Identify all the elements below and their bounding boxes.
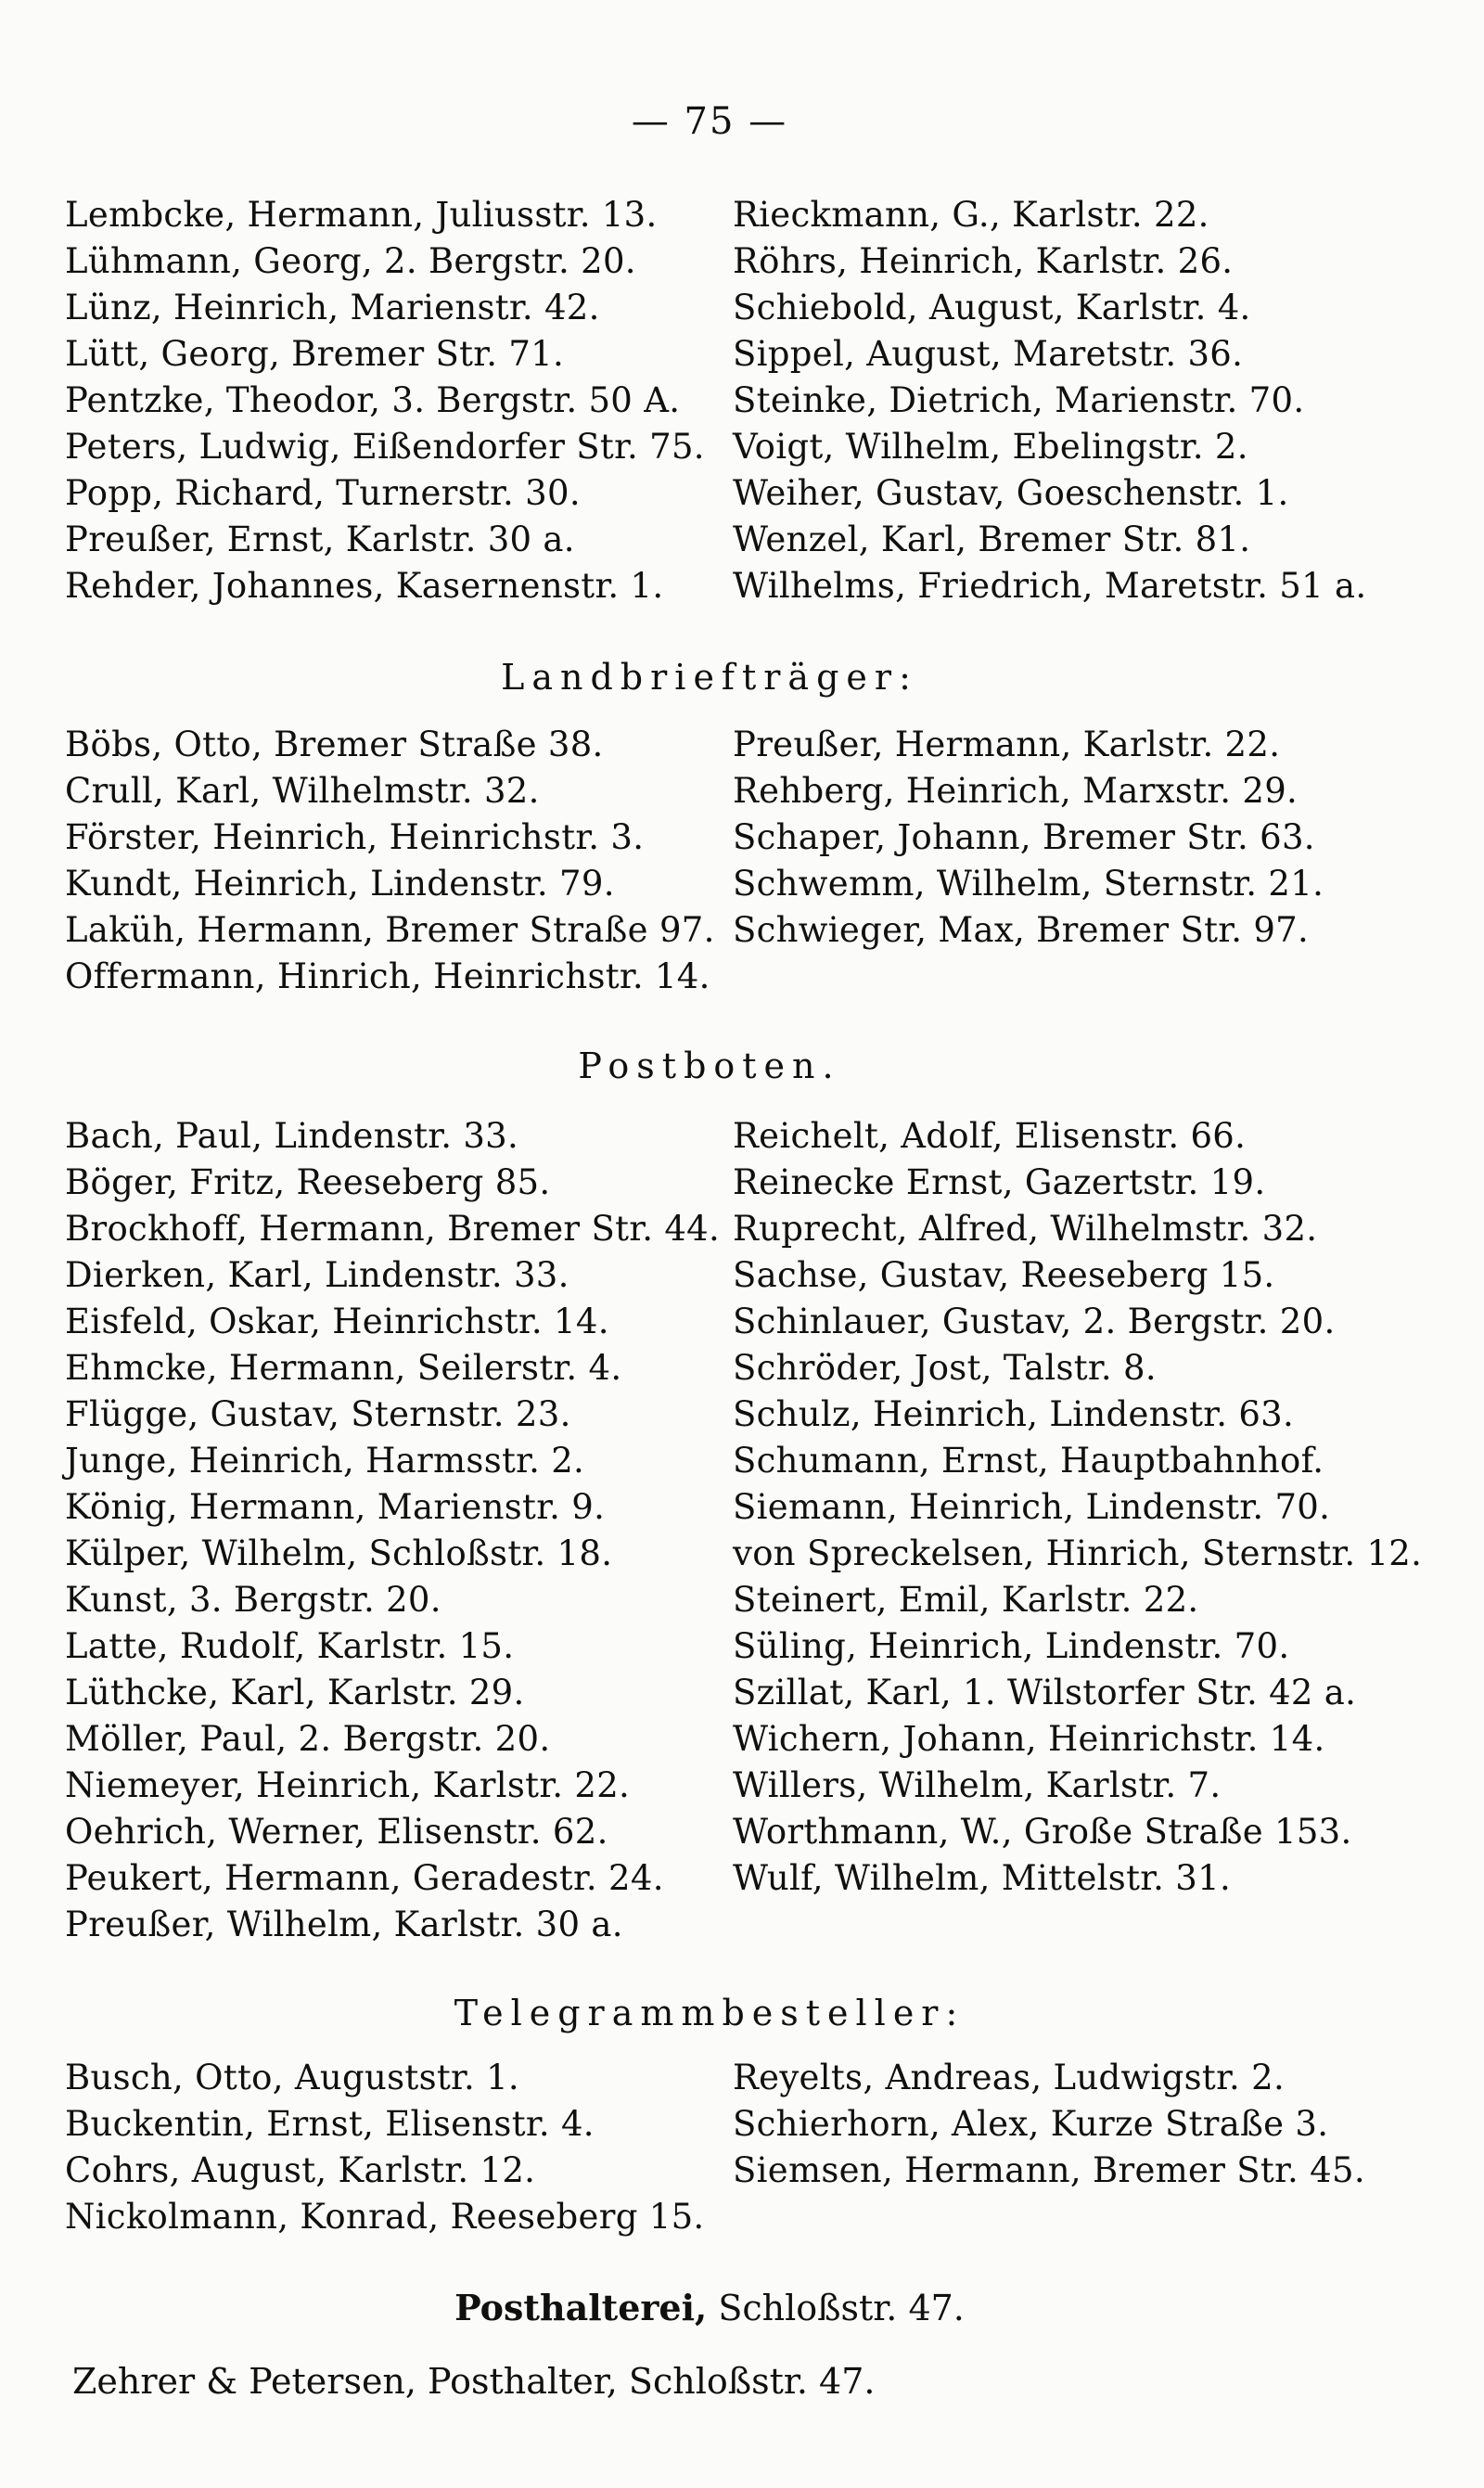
list-item: Schaper, Johann, Bremer Str. 63. bbox=[733, 817, 1315, 857]
list-item: Ruprecht, Alfred, Wilhelmstr. 32. bbox=[733, 1209, 1318, 1249]
list-item: Schulz, Heinrich, Lindenstr. 63. bbox=[733, 1394, 1295, 1434]
list-item: Dierken, Karl, Lindenstr. 33. bbox=[65, 1255, 569, 1295]
list-item: König, Hermann, Marienstr. 9. bbox=[65, 1487, 606, 1527]
list-item: Reichelt, Adolf, Elisenstr. 66. bbox=[733, 1116, 1247, 1156]
list-item: Brockhoff, Hermann, Bremer Str. 44. bbox=[65, 1209, 721, 1249]
list-item: Cohrs, August, Karlstr. 12. bbox=[65, 2150, 536, 2190]
list-item: Schierhorn, Alex, Kurze Straße 3. bbox=[733, 2104, 1329, 2144]
list-item: Möller, Paul, 2. Bergstr. 20. bbox=[65, 1719, 551, 1759]
list-item: Wilhelms, Friedrich, Maretstr. 51 a. bbox=[733, 566, 1367, 606]
list-item: Schiebold, August, Karlstr. 4. bbox=[733, 288, 1251, 327]
section-carriers bbox=[65, 192, 1382, 609]
list-item: Peters, Ludwig, Eißendorfer Str. 75. bbox=[65, 427, 705, 467]
section-heading-landbrieftraeger: Landbriefträger: bbox=[501, 657, 918, 698]
left-column bbox=[65, 192, 714, 609]
list-item: Kundt, Heinrich, Lindenstr. 79. bbox=[65, 864, 615, 904]
list-item: Lütt, Georg, Bremer Str. 71. bbox=[65, 334, 565, 374]
list-item: Röhrs, Heinrich, Karlstr. 26. bbox=[733, 241, 1234, 281]
list-item: Siemsen, Hermann, Bremer Str. 45. bbox=[733, 2150, 1365, 2190]
list-item: Lüthcke, Karl, Karlstr. 29. bbox=[65, 1673, 525, 1712]
list-item: Wichern, Johann, Heinrichstr. 14. bbox=[733, 1719, 1325, 1759]
list-item: Steinert, Emil, Karlstr. 22. bbox=[733, 1580, 1199, 1620]
list-item: Worthmann, W., Große Straße 153. bbox=[733, 1812, 1352, 1852]
list-item: Preußer, Hermann, Karlstr. 22. bbox=[733, 725, 1281, 764]
list-item: Weiher, Gustav, Goeschenstr. 1. bbox=[733, 473, 1289, 513]
list-item: Steinke, Dietrich, Marienstr. 70. bbox=[733, 380, 1305, 420]
list-item: Latte, Rudolf, Karlstr. 15. bbox=[65, 1626, 515, 1666]
list-item: Lünz, Heinrich, Marienstr. 42. bbox=[65, 288, 600, 327]
list-item: Popp, Richard, Turnerstr. 30. bbox=[65, 473, 581, 513]
list-item: Sippel, August, Maretstr. 36. bbox=[733, 334, 1244, 374]
left-column bbox=[65, 1113, 721, 1948]
list-item: Rehder, Johannes, Kasernenstr. 1. bbox=[65, 566, 664, 606]
list-item: Willers, Wilhelm, Karlstr. 7. bbox=[733, 1765, 1222, 1805]
right-column bbox=[733, 1113, 1423, 1948]
post-office-address: Schloßstr. 47. bbox=[718, 2288, 965, 2328]
list-item: Böger, Fritz, Reeseberg 85. bbox=[65, 1162, 551, 1202]
list-item: Szillat, Karl, 1. Wilstorfer Str. 42 a. bbox=[733, 1673, 1357, 1712]
list-item: Voigt, Wilhelm, Ebelingstr. 2. bbox=[733, 427, 1248, 467]
list-item: Pentzke, Theodor, 3. Bergstr. 50 A. bbox=[65, 380, 681, 420]
list-item: Offermann, Hinrich, Heinrichstr. 14. bbox=[65, 956, 710, 996]
right-column bbox=[733, 2055, 1382, 2240]
list-item: Preußer, Ernst, Karlstr. 30 a. bbox=[65, 519, 575, 559]
list-item: Wenzel, Karl, Bremer Str. 81. bbox=[733, 519, 1251, 559]
list-item: Rieckmann, G., Karlstr. 22. bbox=[733, 195, 1209, 235]
list-item: Bach, Paul, Lindenstr. 33. bbox=[65, 1116, 519, 1156]
section-telegrammbesteller bbox=[65, 2055, 1382, 2240]
list-item: Schinlauer, Gustav, 2. Bergstr. 20. bbox=[733, 1302, 1336, 1341]
section-landbrieftraeger bbox=[65, 722, 1382, 1000]
page-number: — 75 — bbox=[631, 100, 788, 143]
list-item: Busch, Otto, Auguststr. 1. bbox=[65, 2058, 519, 2097]
list-item: Reinecke Ernst, Gazertstr. 19. bbox=[733, 1162, 1266, 1202]
list-item: Kunst, 3. Bergstr. 20. bbox=[65, 1580, 441, 1620]
list-item: Oehrich, Werner, Elisenstr. 62. bbox=[65, 1812, 608, 1852]
left-column bbox=[65, 2055, 714, 2240]
list-item: Böbs, Otto, Bremer Straße 38. bbox=[65, 725, 604, 764]
list-item: Laküh, Hermann, Bremer Straße 97. bbox=[65, 910, 715, 950]
list-item: von Spreckelsen, Hinrich, Sternstr. 12. bbox=[733, 1533, 1423, 1573]
post-office-line bbox=[0, 2287, 1419, 2328]
section-postboten bbox=[65, 1113, 1423, 1948]
list-item: Schwieger, Max, Bremer Str. 97. bbox=[733, 910, 1310, 950]
list-item: Schumann, Ernst, Hauptbahnhof. bbox=[733, 1441, 1324, 1481]
list-item: Lembcke, Hermann, Juliusstr. 13. bbox=[65, 195, 658, 235]
list-item: Förster, Heinrich, Heinrichstr. 3. bbox=[65, 817, 645, 857]
list-item: Schröder, Jost, Talstr. 8. bbox=[733, 1348, 1157, 1388]
list-item: Reyelts, Andreas, Ludwigstr. 2. bbox=[733, 2058, 1286, 2097]
list-item: Junge, Heinrich, Harmsstr. 2. bbox=[65, 1441, 585, 1481]
list-item: Nickolmann, Konrad, Reeseberg 15. bbox=[65, 2197, 705, 2237]
list-item: Wulf, Wilhelm, Mittelstr. 31. bbox=[733, 1858, 1232, 1898]
list-item: Sachse, Gustav, Reeseberg 15. bbox=[733, 1255, 1275, 1295]
list-item: Ehmcke, Hermann, Seilerstr. 4. bbox=[65, 1348, 622, 1388]
list-item: Külper, Wilhelm, Schloßstr. 18. bbox=[65, 1533, 613, 1573]
right-column bbox=[733, 192, 1382, 609]
list-item: Schwemm, Wilhelm, Sternstr. 21. bbox=[733, 864, 1324, 904]
left-column bbox=[65, 722, 714, 1000]
list-item: Siemann, Heinrich, Lindenstr. 70. bbox=[733, 1487, 1331, 1527]
list-item: Flügge, Gustav, Sternstr. 23. bbox=[65, 1394, 571, 1434]
post-office-name: Posthalterei, bbox=[454, 2287, 708, 2328]
section-heading-postboten: Postboten. bbox=[578, 1045, 841, 1086]
right-column bbox=[733, 722, 1382, 1000]
section-heading-telegrammbesteller: Telegrammbesteller: bbox=[454, 1993, 966, 2033]
post-master-line: Zehrer & Petersen, Posthalter, Schloßstr. 47. bbox=[72, 2361, 876, 2402]
list-item: Lühmann, Georg, 2. Bergstr. 20. bbox=[65, 241, 636, 281]
list-item: Niemeyer, Heinrich, Karlstr. 22. bbox=[65, 1765, 631, 1805]
list-item: Peukert, Hermann, Geradestr. 24. bbox=[65, 1858, 664, 1898]
list-item: Süling, Heinrich, Lindenstr. 70. bbox=[733, 1626, 1290, 1666]
list-item: Crull, Karl, Wilhelmstr. 32. bbox=[65, 771, 540, 811]
list-item: Preußer, Wilhelm, Karlstr. 30 a. bbox=[65, 1904, 623, 1944]
list-item: Rehberg, Heinrich, Marxstr. 29. bbox=[733, 771, 1298, 811]
list-item: Eisfeld, Oskar, Heinrichstr. 14. bbox=[65, 1302, 609, 1341]
list-item: Buckentin, Ernst, Elisenstr. 4. bbox=[65, 2104, 595, 2144]
